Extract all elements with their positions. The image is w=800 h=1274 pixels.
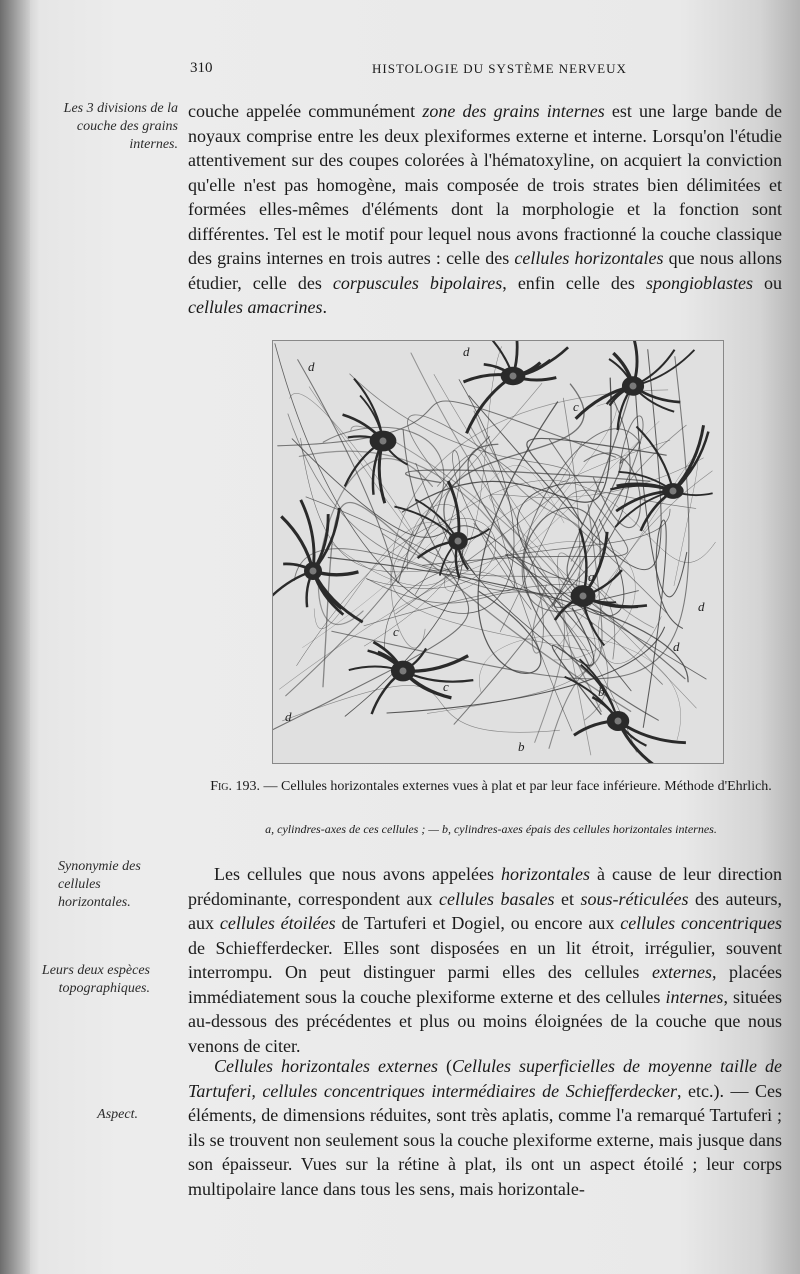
figure-letter-label: c <box>443 679 449 694</box>
figure-label: Fig. 193. <box>210 779 261 794</box>
figure-letter-label: a <box>588 569 595 584</box>
figure-letter-label: d <box>463 344 470 359</box>
page-number: 310 <box>190 60 213 76</box>
figure-letter-label: c <box>573 399 579 414</box>
book-gutter <box>0 0 30 1274</box>
figure-letter-label: d <box>308 359 315 374</box>
figure-caption-sub: a, cylindres-axes de ces cellules ; — b, cylindres-axes épais des cellules horizontales internes. <box>265 822 717 836</box>
figure-letter-label: d <box>285 709 292 724</box>
margin-note-aspect: Aspect. <box>97 1107 138 1122</box>
figure-caption <box>196 778 786 796</box>
paragraph-synonymie: Les cellules que nous avons appelées horizontales à cause de leur direction prédominante, correspondent aux cellules basales et sous-réticulées des auteurs, aux cellules étoilées de Tartuferi et Dogiel, ou encore aux cellules concentriques de Schiefferdecker. Elles sont disposées en un lit étroit, irrégulier, souvent interrompu. On peut distinguer parmi elles des cellules externes, placées immédiatement sous la couche plexiforme externe et des cellules internes, situées au-dessous des précédentes et plus ou moins éloignées de la couche que nous venons de citer. <box>188 864 783 1056</box>
figure-letter-label: c <box>393 624 399 639</box>
figure-letter-label: b <box>518 739 525 754</box>
neuron-drawing <box>273 341 723 763</box>
figure-letter-label: b <box>598 684 605 699</box>
paragraph-cellules-externes: Cellules horizontales externes (Cellules superficielles de moyenne taille de Tartuferi, cellules concentriques intermédiaires de Schiefferdecker, etc.). — Ces éléments, de dimensions réduites, sont très aplatis, comme l'a remarqué Tartuferi ; ils se trouvent non seulement sous la couche plexiforme externe, mais jusque dans son épaisseur. Vues sur la rétine à plat, ils ont un aspect étoilé ; leur corps multipolaire lance dans tous les sens, mais horizontale- <box>188 1056 782 1199</box>
page-header <box>0 60 800 80</box>
figure-caption-main: — Cellules horizontales externes vues à plat et par leur face inférieure. Méthode d'Ehrlich. <box>260 779 772 794</box>
margin-note-especes: Leurs deux espèces topographiques. <box>41 963 150 996</box>
margin-note-divisions: Les 3 divisions de la couche des grains internes. <box>63 101 178 152</box>
figure-letter-label: d <box>698 599 705 614</box>
margin-note-synonymie: Synonymie des cellules horizontales. <box>58 859 141 910</box>
figure-letter-label: d <box>673 639 680 654</box>
running-head: HISTOLOGIE DU SYSTÈME NERVEUX <box>372 61 627 76</box>
paragraph-intro: couche appelée communément zone des grains internes est une large bande de noyaux comprise entre les deux plexiformes externe et interne. Lorsqu'on l'étudie attentivement sur des coupes colorées à l'hématoxyline, on acquiert la conviction qu'elle n'est pas homogène, mais composée de trois strates bien délimitées et formées elles-mêmes d'éléments dont la morphologie et la fonction sont différentes. Tel est le motif pour lequel nous avons fractionné la couche classique des grains internes en trois autres : celle des cellules horizontales que nous allons étudier, celle des corpuscules bipolaires, enfin celle des spongioblastes ou cellules amacrines. <box>188 101 783 317</box>
figure-193-illustration <box>272 340 724 764</box>
